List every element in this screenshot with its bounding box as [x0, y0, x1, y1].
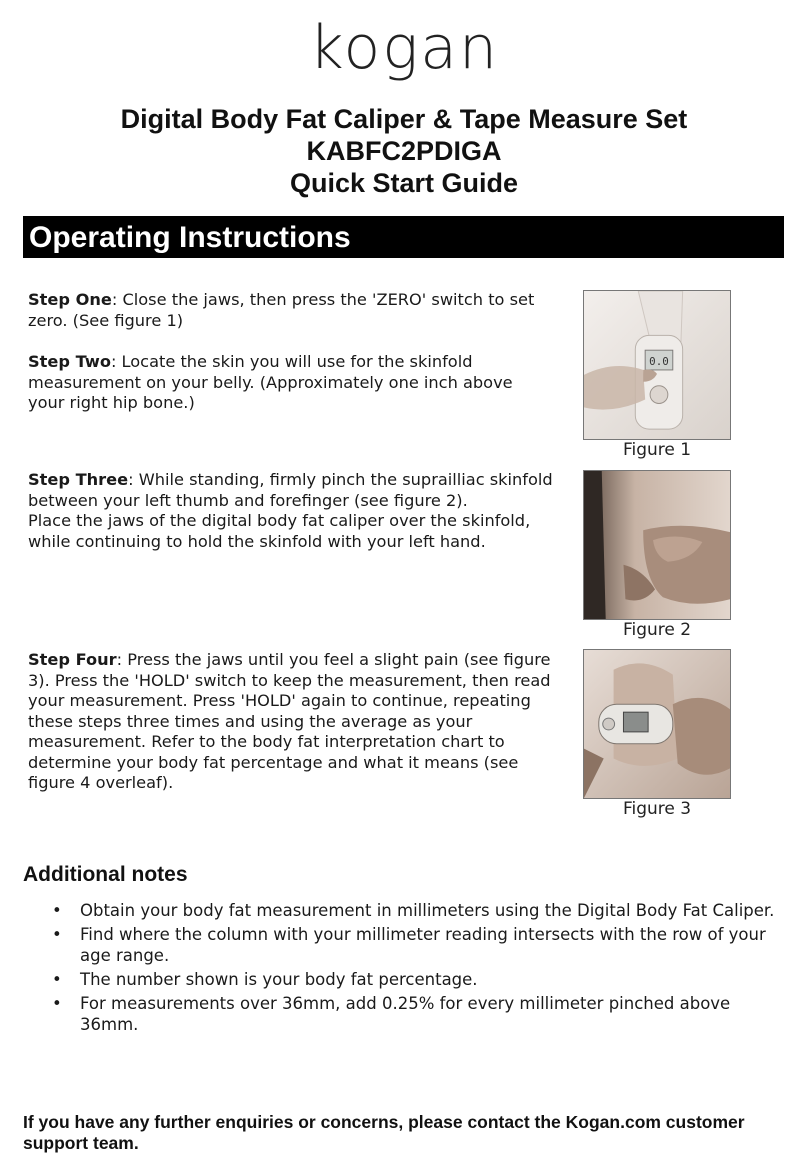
step-label: Step Four: [28, 650, 117, 669]
list-item: [50, 969, 785, 990]
bullet-icon: •: [52, 970, 62, 989]
notes-heading: Additional notes: [23, 863, 188, 886]
section-heading-operating-instructions: Operating Instructions: [23, 216, 784, 258]
title-model-number: KABFC2PDIGA: [306, 136, 502, 166]
figure-3-caption: Figure 3: [622, 799, 692, 819]
list-item: [50, 924, 785, 966]
step-one: [28, 290, 553, 331]
bullet-icon: •: [52, 994, 62, 1013]
kogan-logo: kogan: [308, 13, 500, 83]
figure-2-caption: Figure 2: [622, 620, 692, 640]
step-four: [28, 650, 553, 794]
skinfold-pinch-image: [584, 471, 730, 619]
caliper-hand-image: [584, 291, 730, 439]
step-label: Step Two: [28, 352, 111, 371]
step-text: : While standing, firmly pinch the suprailliac skinfold between your left thumb and forefinger (see figure 2).: [28, 470, 553, 510]
step-label: Step Three: [28, 470, 129, 489]
note-text: For measurements over 36mm, add 0.25% for every millimeter pinched above 36mm.: [80, 994, 731, 1034]
title-guide-name: Quick Start Guide: [289, 168, 519, 198]
list-item: [50, 993, 785, 1035]
bullet-icon: •: [52, 901, 62, 920]
figure-3-photo: [583, 649, 731, 799]
figure-1-photo: [583, 290, 731, 440]
title-product-name: Digital Body Fat Caliper & Tape Measure Set: [120, 104, 688, 134]
caliper-measurement-image: [584, 650, 730, 798]
note-text: Obtain your body fat measurement in millimeters using the Digital Body Fat Caliper.: [80, 901, 775, 920]
support-contact-note: If you have any further enquiries or concerns, please contact the Kogan.com customer support team.: [23, 1112, 745, 1153]
svg-text:0.0: 0.0: [649, 354, 669, 369]
step-text: : Close the jaws, then press the 'ZERO' switch to set zero. (See figure 1): [28, 290, 535, 330]
step-text: : Press the jaws until you feel a slight pain (see figure 3). Press the 'HOLD' switch to keep the measurement, then read your measurement. Press 'HOLD' again to continue, repeating these steps three times and using the average as your measurement. Refer to the body fat interpretation chart to determine your body fat percentage and what it means (see figure 4 overleaf).: [28, 650, 551, 792]
note-text: The number shown is your body fat percentage.: [80, 970, 478, 989]
step-two: [28, 352, 553, 414]
document-title: [0, 103, 808, 199]
step-label: Step One: [28, 290, 112, 309]
figure-2-photo: [583, 470, 731, 620]
step-text: : Locate the skin you will use for the skinfold measurement on your belly. (Approximately one inch above your right hip bone.): [28, 352, 513, 412]
note-text: Find where the column with your millimeter reading intersects with the row of your age range.: [80, 925, 766, 965]
step-three: [28, 470, 553, 552]
figure-1-caption: Figure 1: [622, 440, 692, 460]
step-text-continued: Place the jaws of the digital body fat caliper over the skinfold, while continuing to hold the skinfold with your left hand.: [28, 511, 531, 551]
notes-list: [50, 900, 785, 1038]
list-item: [50, 900, 785, 921]
bullet-icon: •: [52, 925, 62, 944]
